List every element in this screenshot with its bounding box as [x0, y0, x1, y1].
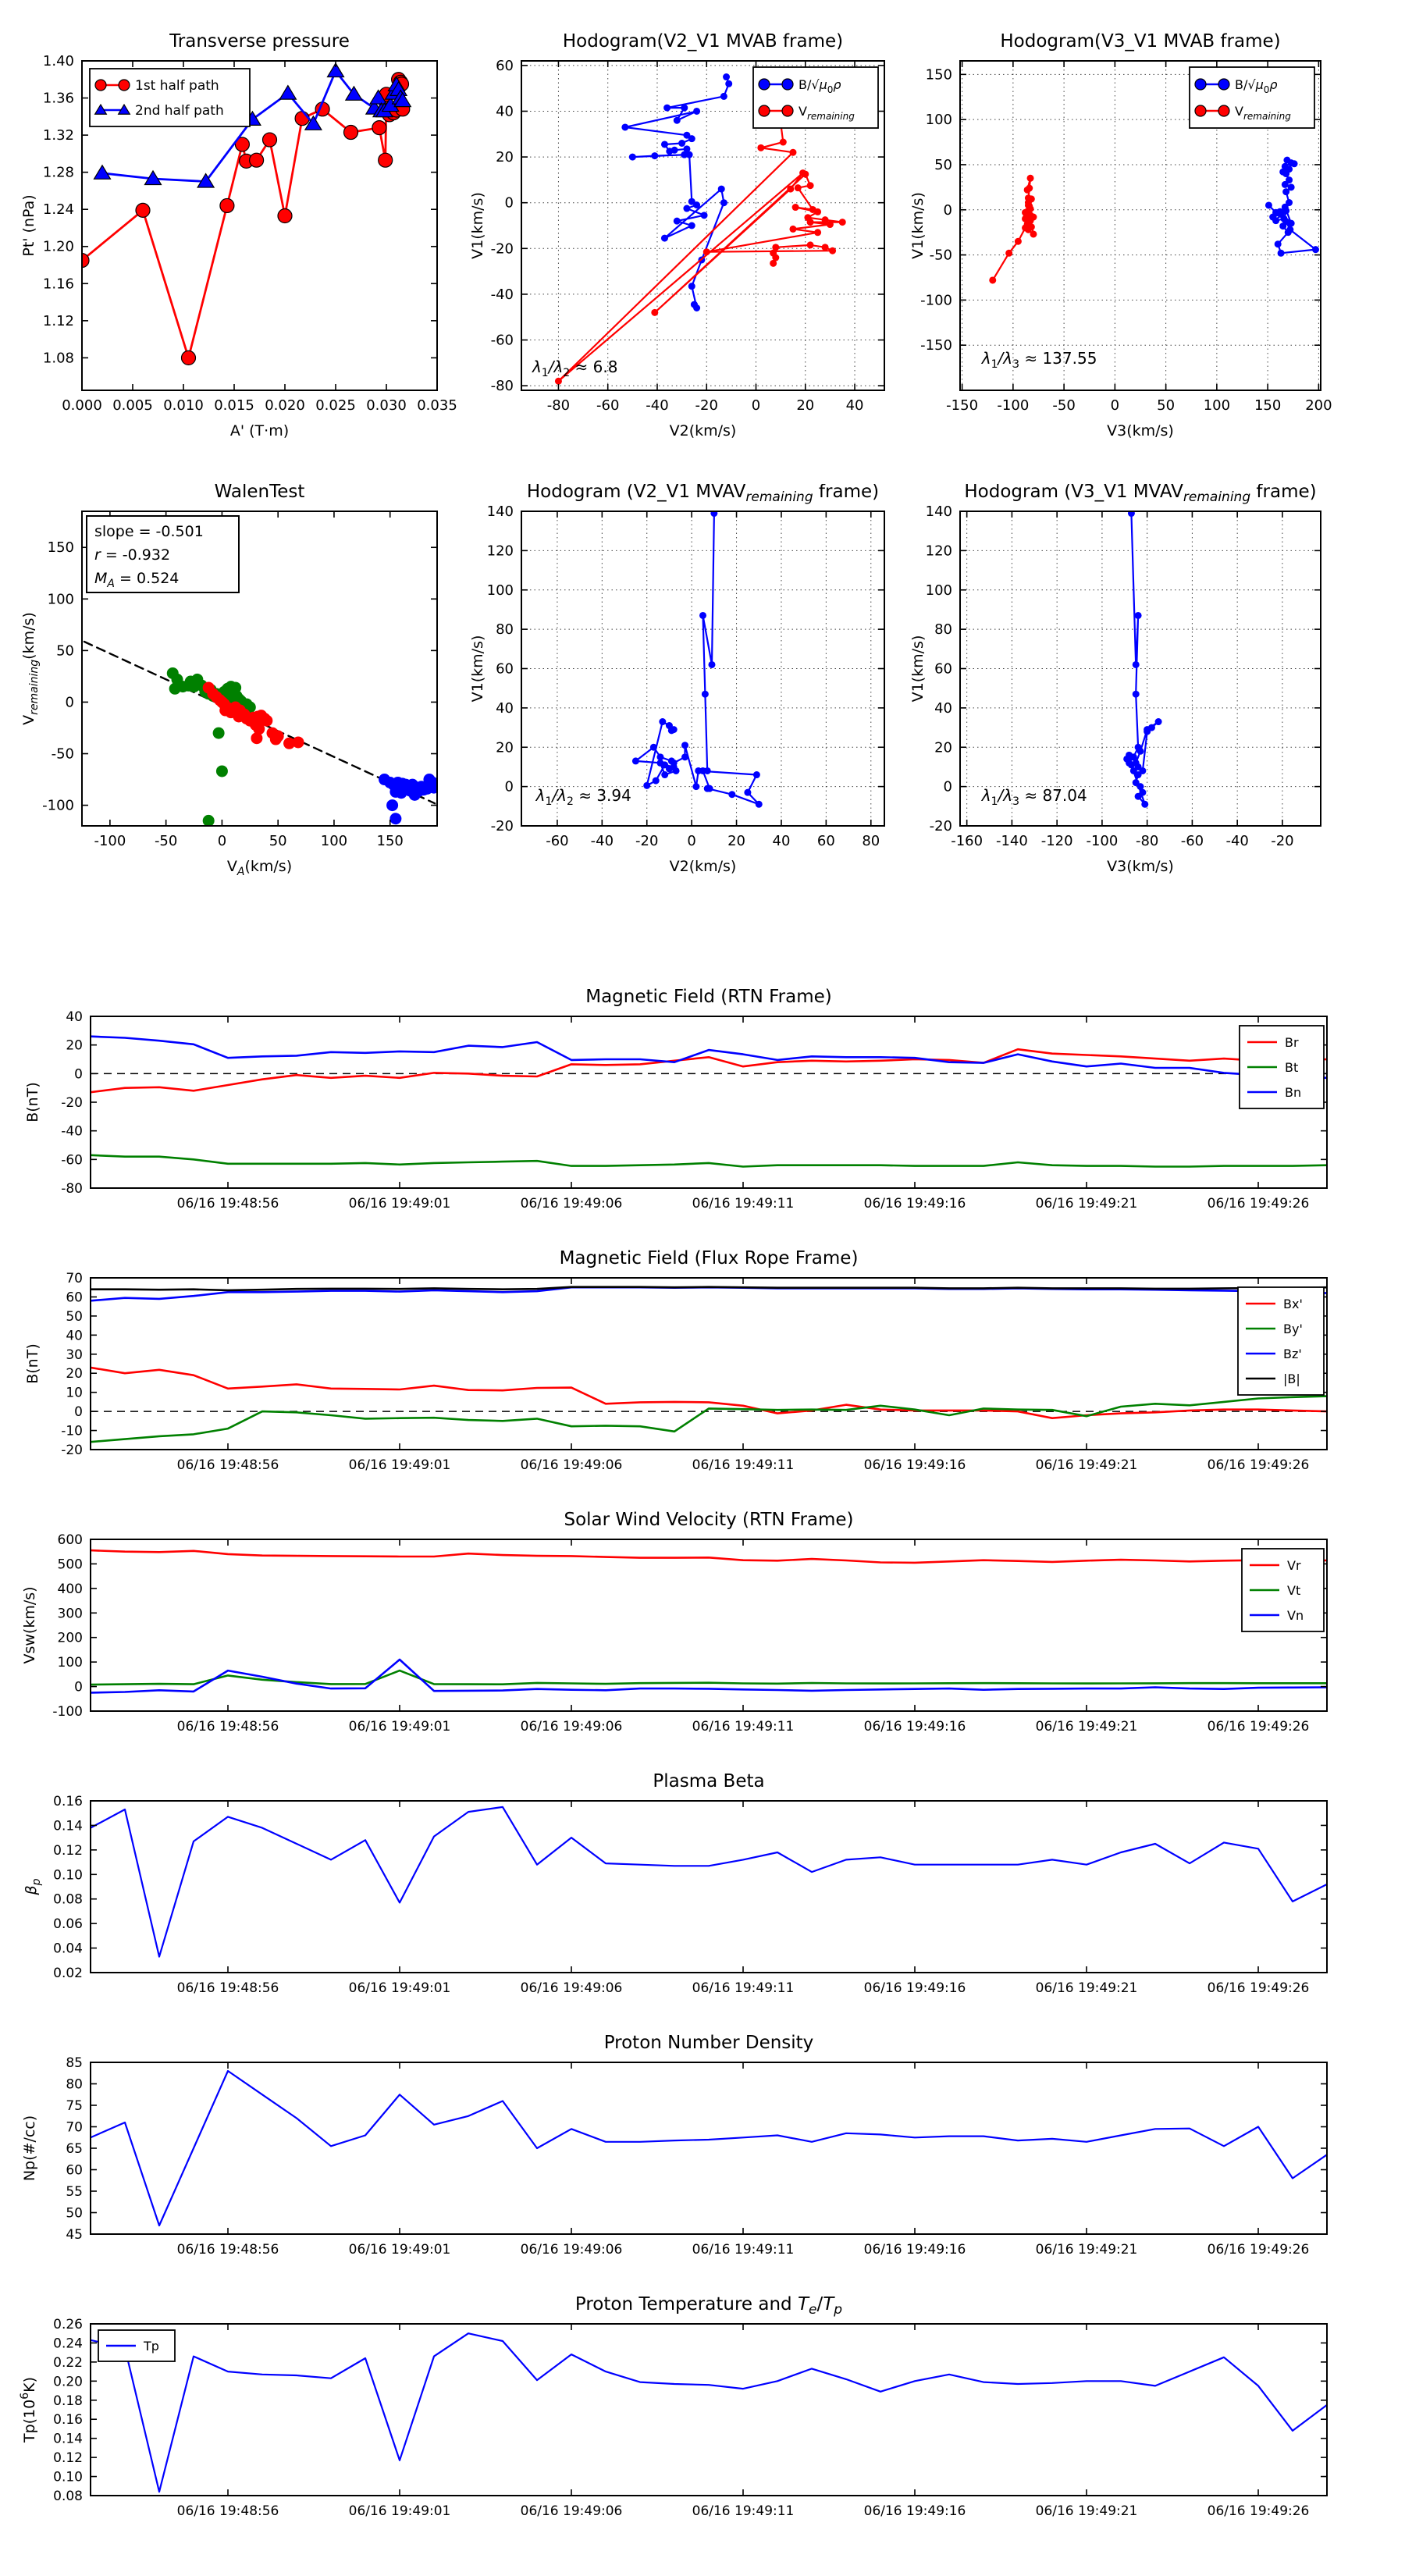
y-tick-label: 150: [925, 66, 952, 84]
y-tick-label: 100: [486, 582, 514, 599]
x-tick-label: 50: [1157, 397, 1176, 414]
y-tick-label: 40: [496, 103, 514, 120]
y-tick-label: 500: [57, 1557, 83, 1573]
series-group: [91, 2071, 1327, 2226]
grid: [521, 511, 884, 826]
panel-hodogram-v2v1-mvav: [468, 484, 909, 945]
y-tick-label: -20: [929, 818, 952, 834]
x-tick-label: 06/16 19:49:26: [1207, 1196, 1310, 1212]
x-tick-label: 40: [772, 833, 791, 849]
y-tick-label: 85: [66, 2055, 83, 2071]
legend-label: Bn: [1285, 1085, 1302, 1100]
axes-spines: [91, 1539, 1327, 1711]
x-tick-label: 06/16 19:49:01: [348, 1457, 451, 1473]
y-tick-label: 100: [925, 582, 952, 599]
x-tick-label: 06/16 19:49:11: [692, 2242, 795, 2258]
legend: [1240, 1026, 1324, 1108]
x-tick-label: 06/16 19:49:26: [1207, 1457, 1310, 1473]
y-tick-label: 80: [496, 621, 514, 639]
y-tick-label: -40: [490, 286, 514, 303]
x-tick-label: 06/16 19:49:26: [1207, 2503, 1310, 2519]
x-tick-label: 0.020: [265, 397, 305, 414]
x-tick-label: 06/16 19:49:06: [520, 1196, 623, 1212]
legend-label: By': [1283, 1322, 1303, 1336]
y-tick-label: 50: [66, 2205, 83, 2222]
x-tick-label: -160: [951, 833, 984, 849]
x-tick-label: 06/16 19:49:26: [1207, 1980, 1310, 1996]
y-tick-label: -20: [490, 240, 514, 258]
x-tick-label: -140: [995, 833, 1028, 849]
x-tick-label: 60: [816, 833, 835, 849]
y-tick-label: 0.04: [53, 1941, 83, 1957]
y-axis-label: $\beta_p$: [23, 1878, 43, 1895]
series-Bt: [91, 1155, 1327, 1167]
x-tick-label: 20: [727, 833, 746, 849]
y-tick-label: 0: [74, 1679, 83, 1695]
y-tick-label: 0.20: [53, 2374, 83, 2390]
annotation: $\lambda_1/\lambda_2 \approx 3.94$: [535, 785, 631, 808]
x-tick-label: 06/16 19:49:16: [863, 1196, 966, 1212]
panel-magnetic-field-rtn: [0, 980, 1405, 1241]
x-tick-label: -100: [94, 833, 126, 849]
x-tick-label: -50: [1052, 397, 1076, 414]
x-tick-label: 200: [1305, 397, 1332, 414]
y-axis-label: Pt' (nPa): [20, 194, 37, 257]
y-tick-label: 30: [66, 1347, 83, 1363]
x-tick-label: 06/16 19:49:21: [1035, 1457, 1138, 1473]
legend-label: Tp: [144, 2339, 159, 2354]
y-tick-label: 0.24: [53, 2336, 83, 2352]
x-tick-label: 0.030: [366, 397, 407, 414]
panel-walen-test: [16, 484, 468, 945]
legend-label: Vt: [1287, 1583, 1301, 1598]
y-tick-label: 40: [496, 699, 514, 717]
series-group: [91, 1807, 1327, 1957]
y-axis-label: B(nT): [24, 1343, 41, 1384]
y-tick-label: 0: [65, 694, 74, 711]
panel-hodogram-v3v1-mvab: [909, 8, 1397, 482]
y-tick-label: 0.08: [53, 1891, 83, 1908]
x-axis-label: V2(km/s): [669, 858, 737, 875]
y-axis-label: $Tp(10^6K)$: [19, 2376, 38, 2443]
y-tick-label: -20: [61, 1095, 83, 1111]
legend-label: 1st half path: [135, 78, 219, 94]
y-tick-label: 60: [66, 2162, 83, 2179]
panel-plasma-beta: [0, 1764, 1405, 2026]
y-tick-label: 1.36: [42, 90, 74, 107]
y-tick-label: 65: [66, 2141, 83, 2157]
x-tick-label: 06/16 19:49:21: [1035, 2242, 1138, 2258]
panel-proton-number-density: [0, 2026, 1405, 2287]
x-tick-label: 100: [320, 833, 348, 849]
y-tick-label: 0.08: [53, 2489, 83, 2504]
y-tick-label: 1.28: [42, 164, 74, 181]
y-tick-label: -100: [42, 797, 74, 814]
x-tick-label: 06/16 19:48:56: [176, 2503, 279, 2519]
x-tick-label: 06/16 19:49:01: [348, 1719, 451, 1735]
x-tick-label: 06/16 19:49:11: [692, 2503, 795, 2519]
y-tick-label: 80: [934, 621, 952, 639]
y-tick-label: 300: [57, 1606, 83, 1622]
y-tick-label: 0.26: [53, 2317, 83, 2332]
y-tick-label: 60: [496, 57, 514, 74]
x-tick-label: -100: [997, 397, 1030, 414]
y-tick-label: 0: [504, 778, 514, 795]
x-tick-label: 150: [376, 833, 404, 849]
y-tick-label: 1.24: [42, 201, 74, 219]
x-tick-label: 06/16 19:49:06: [520, 2242, 623, 2258]
x-tick-label: 06/16 19:49:26: [1207, 2242, 1310, 2258]
y-tick-label: 1.08: [42, 350, 74, 367]
series-Np: [91, 2071, 1327, 2226]
series-group: [989, 157, 1319, 284]
y-tick-label: -60: [490, 332, 514, 349]
x-tick-label: -150: [946, 397, 979, 414]
x-tick-label: 06/16 19:49:16: [863, 1980, 966, 1996]
x-tick-label: 06/16 19:48:56: [176, 1196, 279, 1212]
x-tick-label: 06/16 19:49:16: [863, 2503, 966, 2519]
y-tick-label: 40: [66, 1009, 83, 1025]
y-tick-label: 0.14: [53, 2431, 83, 2447]
series-group: [91, 2333, 1327, 2492]
x-tick-label: 06/16 19:48:56: [176, 1457, 279, 1473]
x-tick-label: 0.025: [315, 397, 356, 414]
panel-solar-wind-velocity: [0, 1503, 1405, 1764]
x-axis-label: V3(km/s): [1107, 858, 1174, 875]
x-tick-label: 0.015: [214, 397, 254, 414]
axes-spines: [91, 1801, 1327, 1973]
x-tick-label: 0: [687, 833, 696, 849]
panel-hodogram-v3v1-mvav: [909, 484, 1397, 945]
series-b-hodogram: [1123, 510, 1161, 808]
x-tick-label: 06/16 19:49:16: [863, 2242, 966, 2258]
series-B-over-sqrt-mu0rho: [1265, 157, 1319, 257]
x-tick-label: 06/16 19:49:06: [520, 1719, 623, 1735]
x-tick-label: 0: [1110, 397, 1120, 414]
y-tick-label: 0.22: [53, 2354, 83, 2371]
x-tick-label: 06/16 19:48:56: [176, 1980, 279, 1996]
x-tick-label: 0: [751, 397, 761, 414]
axes-spines: [91, 1278, 1327, 1450]
y-axis-label: $V_{remaining}(km/s)$: [20, 612, 41, 725]
ticks: [61, 1271, 1327, 1473]
x-tick-label: -80: [1135, 833, 1159, 849]
y-tick-label: -100: [920, 292, 952, 309]
y-axis-label: B(nT): [24, 1082, 41, 1123]
series-group: [91, 1287, 1327, 1443]
y-tick-label: -60: [61, 1152, 83, 1169]
x-tick-label: 0: [217, 833, 227, 849]
y-axis-label: V1(km/s): [469, 635, 486, 703]
y-tick-label: 100: [57, 1655, 83, 1671]
panel-transverse-pressure: [16, 8, 468, 482]
y-tick-label: 80: [66, 2076, 83, 2093]
panel-magnetic-field-flux-rope: [0, 1241, 1405, 1503]
y-tick-label: -80: [490, 378, 514, 395]
y-tick-label: -20: [61, 1443, 83, 1458]
y-tick-label: 0.16: [53, 1794, 83, 1809]
y-tick-label: 1.20: [42, 238, 74, 255]
chart-title: Transverse pressure: [169, 31, 350, 52]
y-tick-label: 50: [56, 642, 74, 660]
series-Vt: [91, 1670, 1327, 1685]
x-tick-label: 06/16 19:49:11: [692, 1196, 795, 1212]
chart-title: Proton Temperature and $T_e/T_p$: [574, 2294, 843, 2318]
x-tick-label: 150: [1254, 397, 1282, 414]
legend-label: 2nd half path: [135, 103, 224, 119]
y-tick-label: 10: [66, 1385, 83, 1401]
series-group: [91, 1037, 1327, 1167]
x-tick-label: 06/16 19:49:16: [863, 1719, 966, 1735]
series-Bx-prime: [91, 1368, 1327, 1418]
x-tick-label: -80: [546, 397, 571, 414]
y-tick-label: 0.10: [53, 2469, 83, 2485]
legend: [753, 67, 878, 128]
x-tick-label: 06/16 19:49:01: [348, 1980, 451, 1996]
y-tick-label: 140: [925, 503, 952, 520]
y-tick-label: 0: [504, 194, 514, 212]
x-tick-label: -100: [1086, 833, 1119, 849]
x-tick-label: -40: [590, 833, 614, 849]
x-axis-label: V3(km/s): [1107, 422, 1174, 439]
y-tick-label: 60: [934, 660, 952, 678]
y-tick-label: 60: [66, 1290, 83, 1306]
y-tick-label: 0.06: [53, 1916, 83, 1933]
legend: [1238, 1287, 1324, 1395]
y-tick-label: 55: [66, 2184, 83, 2200]
y-tick-label: -100: [52, 1704, 83, 1720]
y-tick-label: 45: [66, 2227, 83, 2243]
series-Vn: [91, 1660, 1327, 1692]
x-tick-label: 0.005: [112, 397, 153, 414]
axes-spines: [91, 2324, 1327, 2496]
x-tick-label: 06/16 19:49:01: [348, 2242, 451, 2258]
y-axis-label: V1(km/s): [909, 635, 927, 703]
grid: [960, 511, 1321, 826]
series-B-over-sqrt-mu0rho: [621, 73, 732, 311]
x-tick-label: -120: [1040, 833, 1073, 849]
series-Tp: [91, 2333, 1327, 2492]
legend: [90, 69, 250, 126]
x-tick-label: 80: [862, 833, 880, 849]
y-tick-label: 0.12: [53, 2450, 83, 2467]
x-tick-label: 06/16 19:49:11: [692, 1980, 795, 1996]
y-tick-label: -50: [51, 745, 74, 763]
y-tick-label: -80: [61, 1181, 83, 1197]
stats-line: r = -0.932: [94, 546, 171, 564]
stats-line: slope = -0.501: [94, 523, 204, 540]
series-group: [91, 1550, 1327, 1692]
y-tick-label: 140: [486, 503, 514, 520]
x-tick-label: 06/16 19:49:01: [348, 1196, 451, 1212]
legend: [1190, 67, 1314, 128]
y-tick-label: 0.14: [53, 1818, 83, 1834]
axes-spines: [91, 2062, 1327, 2234]
y-tick-label: 70: [66, 2119, 83, 2136]
x-tick-label: -60: [596, 397, 620, 414]
stats-box: [87, 516, 239, 592]
y-tick-label: 1.16: [42, 276, 74, 293]
y-tick-label: 1.12: [42, 312, 74, 329]
series-cluster-blue: [379, 774, 439, 824]
y-tick-label: 20: [496, 739, 514, 756]
y-axis-label: Np(#/cc): [21, 2115, 38, 2182]
x-tick-label: 0.000: [62, 397, 102, 414]
y-axis-label: V1(km/s): [469, 192, 486, 259]
y-tick-label: -150: [920, 337, 952, 354]
y-tick-label: 120: [925, 543, 952, 560]
y-tick-label: 0.10: [53, 1867, 83, 1884]
series-V-remaining: [555, 119, 846, 385]
y-tick-label: -20: [490, 818, 514, 834]
chart-title: WalenTest: [214, 484, 305, 502]
x-tick-label: -40: [646, 397, 669, 414]
y-tick-label: 400: [57, 1581, 83, 1597]
y-tick-label: 0.02: [53, 1966, 83, 1981]
ticks: [53, 1794, 1327, 1996]
y-tick-label: 20: [934, 739, 952, 756]
x-tick-label: -50: [154, 833, 178, 849]
y-tick-label: 0: [74, 1066, 83, 1083]
y-tick-label: 0.12: [53, 1842, 83, 1859]
legend-label: Bx': [1283, 1297, 1303, 1311]
y-axis-label: V1(km/s): [909, 192, 927, 259]
x-tick-label: 06/16 19:49:16: [863, 1457, 966, 1473]
series-beta-p: [91, 1807, 1327, 1957]
legend-label: Bz': [1283, 1347, 1302, 1361]
x-tick-label: 06/16 19:49:21: [1035, 1719, 1138, 1735]
series-group: [1123, 510, 1161, 808]
x-tick-label: 06/16 19:49:01: [348, 2503, 451, 2519]
y-tick-label: 75: [66, 2098, 83, 2114]
legend-label: Br: [1285, 1035, 1299, 1050]
x-tick-label: 0.010: [163, 397, 204, 414]
y-tick-label: 40: [66, 1328, 83, 1344]
chart-title: Magnetic Field (Flux Rope Frame): [559, 1248, 859, 1268]
x-tick-label: -60: [546, 833, 569, 849]
y-tick-label: -40: [61, 1123, 83, 1140]
y-tick-label: 20: [66, 1037, 83, 1054]
series-group: [632, 510, 763, 808]
y-tick-label: 0: [943, 201, 952, 219]
annotation: $\lambda_1/\lambda_3 \approx 87.04$: [981, 785, 1087, 808]
y-tick-label: 50: [66, 1308, 83, 1325]
x-tick-label: 50: [269, 833, 287, 849]
legend-label: $B/√\mu_0\rho$: [1235, 77, 1278, 95]
y-tick-label: -50: [929, 247, 952, 264]
y-tick-label: 600: [57, 1532, 83, 1548]
ticks: [52, 1532, 1327, 1735]
chart-title: Hodogram(V3_V1 MVAB frame): [1000, 31, 1281, 52]
legend-label: Bt: [1285, 1060, 1299, 1075]
x-tick-label: -40: [1225, 833, 1249, 849]
ticks: [66, 2055, 1327, 2258]
y-tick-label: 0.18: [53, 2393, 83, 2409]
legend-label: $B/√\mu_0\rho$: [799, 77, 841, 95]
x-axis-label: V2(km/s): [669, 422, 737, 439]
x-tick-label: 0.035: [417, 397, 457, 414]
ticks: [53, 2317, 1327, 2519]
chart-title: Hodogram (V2_V1 $MVAV_{remaining}$ frame): [526, 484, 880, 505]
x-tick-label: 06/16 19:49:21: [1035, 2503, 1138, 2519]
panel-hodogram-v2v1-mvab: [468, 8, 909, 482]
x-tick-label: 20: [796, 397, 815, 414]
series-group: [84, 642, 439, 827]
legend-label: Vr: [1287, 1558, 1301, 1573]
chart-title: Magnetic Field (RTN Frame): [585, 987, 832, 1007]
x-tick-label: 06/16 19:49:21: [1035, 1196, 1138, 1212]
y-tick-label: 20: [496, 149, 514, 166]
legend-label: $V_{remaining}$: [1235, 104, 1291, 122]
y-tick-label: -10: [61, 1423, 83, 1439]
series-cluster-red: [203, 681, 304, 749]
chart-title: Plasma Beta: [653, 1771, 765, 1791]
y-tick-label: 60: [496, 660, 514, 678]
x-tick-label: 100: [1203, 397, 1231, 414]
x-axis-label: A' (T·m): [229, 422, 290, 439]
y-tick-label: 100: [47, 591, 74, 608]
chart-title: Proton Number Density: [603, 2033, 814, 2053]
legend-label: |B|: [1283, 1372, 1300, 1386]
y-tick-label: 100: [925, 112, 952, 129]
ticks: [61, 1009, 1327, 1212]
legend-label: Vn: [1287, 1608, 1304, 1623]
x-tick-label: 40: [845, 397, 864, 414]
y-axis-label: Vsw(km/s): [21, 1586, 38, 1664]
x-tick-label: 06/16 19:48:56: [176, 1719, 279, 1735]
x-tick-label: -20: [635, 833, 659, 849]
y-tick-label: 120: [486, 543, 514, 560]
series-b-hodogram: [632, 510, 763, 808]
panel-proton-temperature: [0, 2287, 1405, 2568]
chart-title: Hodogram (V3_V1 $MVAV_{remaining}$ frame): [964, 484, 1317, 505]
annotation: $\lambda_1/\lambda_2 \approx 6.8$: [532, 357, 618, 379]
x-tick-label: -60: [1180, 833, 1204, 849]
y-tick-label: 50: [934, 156, 952, 173]
chart-title: Hodogram(V2_V1 MVAB frame): [562, 31, 844, 52]
x-tick-label: 06/16 19:49:06: [520, 2503, 623, 2519]
x-tick-label: 06/16 19:48:56: [176, 2242, 279, 2258]
legend: [1242, 1549, 1324, 1631]
y-tick-label: 20: [66, 1366, 83, 1382]
legend: [98, 2330, 175, 2361]
x-tick-label: 06/16 19:49:11: [692, 1457, 795, 1473]
annotation: $\lambda_1/\lambda_3 \approx 137.55$: [981, 349, 1097, 372]
series-Vr: [91, 1550, 1327, 1563]
x-axis-label: $V_A(km/s)$: [226, 858, 293, 878]
y-tick-label: 150: [47, 539, 74, 557]
y-tick-label: 1.32: [42, 127, 74, 144]
x-tick-label: 06/16 19:49:06: [520, 1980, 623, 1996]
y-tick-label: 200: [57, 1630, 83, 1646]
x-tick-label: 06/16 19:49:21: [1035, 1980, 1138, 1996]
y-tick-label: 1.40: [42, 53, 74, 69]
x-tick-label: 06/16 19:49:06: [520, 1457, 623, 1473]
x-tick-label: -20: [695, 397, 718, 414]
x-tick-label: 06/16 19:49:11: [692, 1719, 795, 1735]
x-tick-label: -20: [1271, 833, 1294, 849]
y-tick-label: 0.16: [53, 2412, 83, 2428]
y-tick-label: 0: [74, 1404, 83, 1421]
legend-label: $V_{remaining}$: [799, 104, 855, 122]
x-tick-label: 06/16 19:49:26: [1207, 1719, 1310, 1735]
y-tick-label: 40: [934, 699, 952, 717]
y-tick-label: 0: [943, 778, 952, 795]
stats-line: $M_A = 0.524$: [94, 570, 180, 590]
chart-title: Solar Wind Velocity (RTN Frame): [564, 1510, 854, 1530]
y-tick-label: 70: [66, 1271, 83, 1286]
